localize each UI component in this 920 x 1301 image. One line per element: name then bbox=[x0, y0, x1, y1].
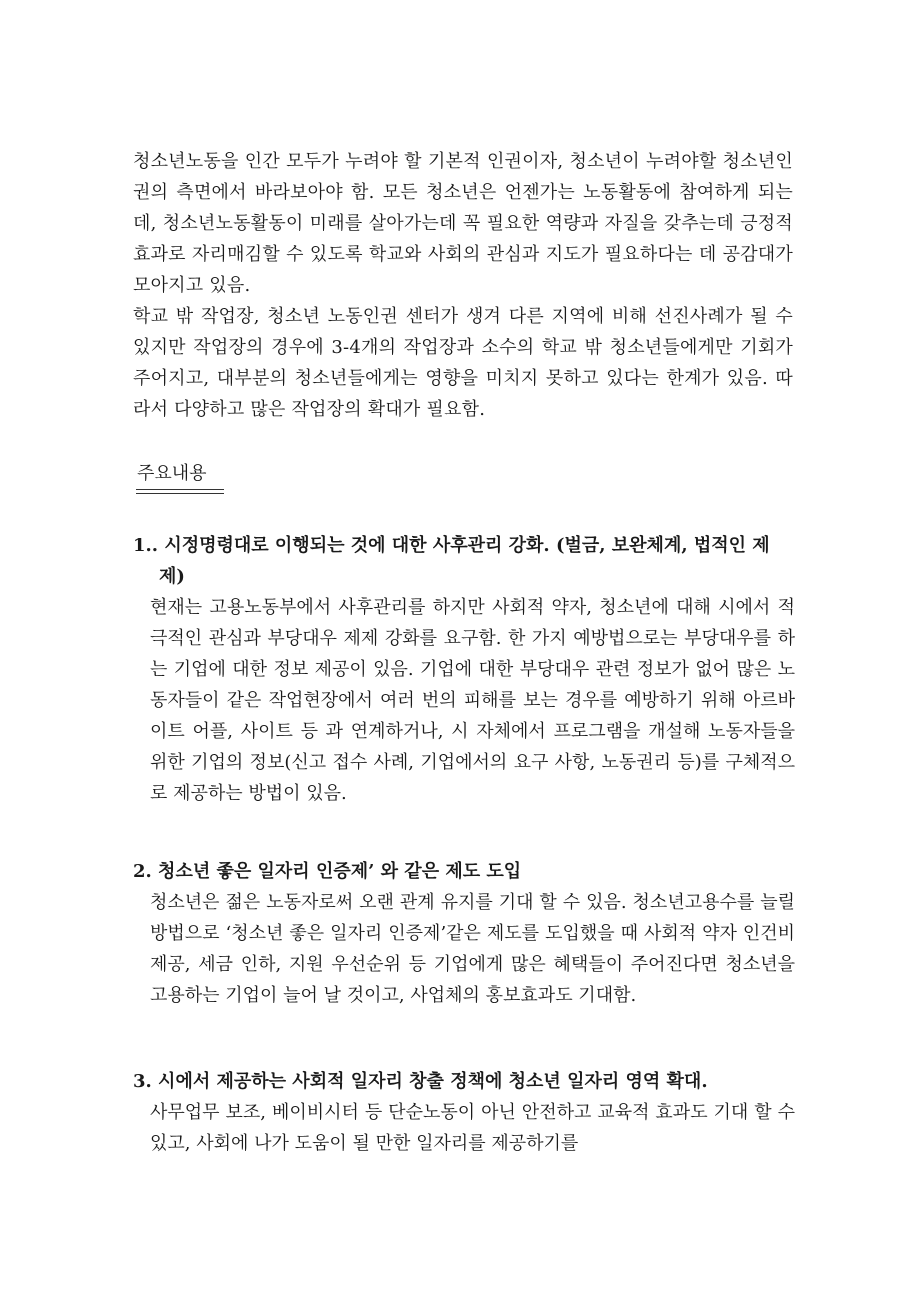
item-3-title: 3. 시에서 제공하는 사회적 일자리 창출 정책에 청소년 일자리 영역 확대. bbox=[133, 1071, 708, 1092]
section-heading: 주요내용 bbox=[137, 463, 207, 484]
item-1-title: 1.. 시정명령대로 이행되는 것에 대한 사후관리 강화. (벌금, 보완체계, 법적인 제제) bbox=[133, 535, 770, 587]
item-2-title: 2. 청소년 좋은 일자리 인증제’ 와 같은 제도 도입 bbox=[133, 861, 522, 882]
intro-paragraph-1: 청소년노동을 인간 모두가 누려야 할 기본적 인권이자, 청소년이 누려야할 청소년인권의 측면에서 바라보아야 함. 모든 청소년은 언젠가는 노동활동에 참여하게 되는데, 청소년노동활동이 미래를 살아가는데 꼭 필요한 역량과 자질을 갖추는데 긍정적 효과로 자리매김할 수 있도록 학교와 사회의 관심과 지도가 필요하다는 데 공감대가 모아지고 있음. bbox=[133, 151, 793, 296]
list-item-1 bbox=[133, 530, 795, 809]
list-item-3 bbox=[133, 1066, 795, 1159]
heading-underline-top bbox=[136, 489, 224, 490]
intro-paragraph-2: 학교 밖 작업장, 청소년 노동인권 센터가 생겨 다른 지역에 비해 선진사례가 될 수 있지만 작업장의 경우에 3-4개의 작업장과 소수의 학교 밖 청소년들에게만 기회가 주어지고, 대부분의 청소년들에게는 영향을 미치지 못하고 있다는 한계가 있음. 따라서 다양하고 많은 작업장의 확대가 필요함. bbox=[133, 306, 793, 420]
intro-section bbox=[133, 146, 793, 425]
list-item-2 bbox=[133, 856, 795, 1011]
heading-underline-bottom bbox=[136, 493, 224, 494]
item-3-body: 사무업무 보조, 베이비시터 등 단순노동이 아닌 안전하고 교육적 효과도 기대 할 수 있고, 사회에 나가 도움이 될 만한 일자리를 제공하기를 bbox=[150, 1102, 795, 1154]
item-2-body: 청소년은 젊은 노동자로써 오랜 관계 유지를 기대 할 수 있음. 청소년고용수를 늘릴 방법으로 ‘청소년 좋은 일자리 인증제’같은 제도를 도입했을 때 사회적 약자 인건비 제공, 세금 인하, 지원 우선순위 등 기업에게 많은 혜택들이 주어진다면 청소년을 고용하는 기업이 늘어 날 것이고, 사업체의 홍보효과도 기대함. bbox=[150, 892, 795, 1006]
item-1-body: 현재는 고용노동부에서 사후관리를 하지만 사회적 약자, 청소년에 대해 시에서 적극적인 관심과 부당대우 제제 강화를 요구함. 한 가지 예방법으로는 부당대우를 하는 기업에 대한 정보 제공이 있음. 기업에 대한 부당대우 관련 정보가 없어 많은 노동자들이 같은 작업현장에서 여러 번의 피해를 보는 경우를 예방하기 위해 아르바이트 어플, 사이트 등 과 연계하거나, 시 자체에서 프로그램을 개설해 노동자들을 위한 기업의 정보(신고 접수 사례, 기업에서의 요구 사항, 노동권리 등)를 구체적으로 제공하는 방법이 있음. bbox=[150, 597, 795, 804]
